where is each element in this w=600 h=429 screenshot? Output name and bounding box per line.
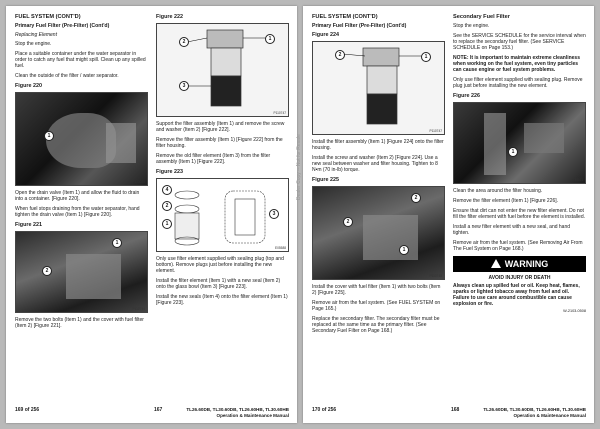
figure-caption: Figure 226: [453, 93, 480, 99]
left-column-2: [156, 14, 289, 310]
paragraph: Install the screw and washer (Item 2) [Figure 224]. Use a new seal between washer and filter housing. Tighten to 8 N•m (70 in-lb) torque.: [312, 155, 438, 173]
warning-title: WARNING: [504, 259, 549, 269]
paragraph: Ensure that dirt can not enter the new filter element. Do not fill the filter element with fuel before the element is installed.: [453, 208, 586, 220]
figure-224-drawing: [312, 41, 445, 135]
callout-1: 1: [399, 245, 409, 255]
page-counter: 170 of 256: [312, 407, 337, 413]
paragraph: Support the filter assembly (Item 1) and remove the screw and washer (Item 2) [Figure 222].: [156, 121, 285, 133]
figure-caption: Figure 222: [156, 14, 183, 20]
callout-2: 2: [335, 50, 345, 60]
watermark: Dealer Copy -- Not for Resale: [296, 134, 302, 200]
italic-heading: Replacing Element: [15, 32, 57, 38]
callout-3: 3: [269, 209, 279, 219]
paragraph: Install the new seals (Item 4) onto the filter element (Item 1) [Figure 223].: [156, 294, 288, 306]
paragraph: Remove the old filter element (Item 3) from the filter assembly (Item 1) [Figure 222].: [156, 153, 271, 165]
figure-id: P110747: [429, 129, 442, 133]
figure-221-photo: [15, 231, 148, 313]
subheading: Primary Fuel Filter (Pre-Filter) (Cont'd): [312, 23, 407, 29]
paragraph: Remove the filter assembly (Item 1) [Figure 222] from the filter housing.: [156, 137, 283, 149]
figure-222-drawing: [156, 23, 289, 117]
manual-models: TL26.60DB, TL30.60DB, TL26.60HB, TL30.60HB: [483, 407, 586, 412]
warning-body: Always clean up spilled fuel or oil. Keep heat, flames, sparks or lighted tobacco away from fuel and oil. Failure to use care around combustible can cause explosion or fire.: [453, 283, 580, 307]
figure-id: E05588: [275, 246, 286, 250]
right-column-2: [453, 14, 586, 313]
paragraph: Remove the filter element (Item 1) [Figure 226].: [453, 198, 559, 204]
paragraph: See the SERVICE SCHEDULE for the service interval when to replace the secondary fuel filter. (See SERVICE SCHEDULE on Page 153.): [453, 33, 586, 51]
paragraph: Remove air from the fuel system. (See FUEL SYSTEM on Page 165.): [312, 300, 441, 312]
figure-id: P110747: [273, 111, 286, 115]
manual-title: [186, 407, 289, 419]
paragraph: Remove the two bolts (Item 1) and the cover with fuel filter (Item 2) [Figure 221].: [15, 317, 144, 329]
page-number: 168: [451, 407, 460, 413]
paragraph: Place a suitable container under the water separator in order to catch any fuel that might spill. Clean up any spilled fuel.: [15, 51, 146, 69]
paragraph: Remove air from the fuel system. (See Removing Air From The Fuel System on Page 168.): [453, 240, 583, 252]
right-page: [303, 6, 594, 423]
figure-caption: Figure 225: [312, 177, 339, 183]
callout-2: 2: [179, 37, 189, 47]
figure-226-photo: [453, 102, 586, 184]
warning-triangle-icon: [491, 259, 501, 268]
paragraph: Install the filter assembly (Item 1) [Figure 224] onto the filter housing.: [312, 139, 444, 151]
callout-3: 3: [179, 81, 189, 91]
section-heading: FUEL SYSTEM (CONT'D): [15, 14, 81, 20]
paragraph: Stop the engine.: [453, 23, 490, 29]
callout-2: 2: [42, 266, 52, 276]
paragraph: Clean the area around the filter housing.: [453, 188, 543, 194]
callout-1: 1: [508, 147, 518, 157]
figure-caption: Figure 224: [312, 32, 339, 38]
figure-caption: Figure 220: [15, 83, 42, 89]
figure-id: P110745: [429, 274, 442, 278]
manual-name: Operation & Maintenance Manual: [216, 413, 289, 418]
paragraph: Replace the secondary filter. The secondary filter must be replaced at the same time as the primary filter. (See Secondary Fuel Filter on Page 168.): [312, 316, 440, 334]
callout-1: 1: [162, 219, 172, 229]
callout-1: 1: [44, 131, 54, 141]
note: NOTE: It is important to maintain extreme cleanliness when working on the fuel system, even tiny particles can cause engine or fuel system problems.: [453, 55, 580, 73]
callout-2: 2: [411, 193, 421, 203]
left-column-1: [15, 14, 148, 333]
paragraph: Clean the outside of the filter / water separator.: [15, 73, 119, 79]
warning-code: W-2103-0508: [563, 309, 586, 313]
figure-225-photo: [312, 186, 445, 280]
paragraph: Only use filter element supplied with sealing plug (top and bottom). Remove plugs just before installing the new element.: [156, 256, 284, 274]
warning-banner: [453, 256, 586, 272]
paragraph: Install the cover with fuel filter (Item 1) with two bolts (Item 2) [Figure 225].: [312, 284, 441, 296]
figure-caption: Figure 223: [156, 169, 183, 175]
section-heading: FUEL SYSTEM (CONT'D): [312, 14, 378, 20]
callout-1: 1: [112, 238, 122, 248]
paragraph: Only use filter element supplied with sealing plug. Remove plug just before installing the new element.: [453, 77, 583, 89]
page-counter: 169 of 256: [15, 407, 40, 413]
section-heading: Secondary Fuel Filter: [453, 14, 510, 20]
callout-2: 2: [343, 217, 353, 227]
callout-4: 4: [162, 185, 172, 195]
page-number: 167: [154, 407, 163, 413]
left-page: [6, 6, 297, 423]
figure-id: P133025: [132, 180, 145, 184]
callout-1: 1: [421, 52, 431, 62]
figure-223-drawing: [156, 178, 289, 252]
paragraph: When fuel stops draining from the water separator, hand tighten the drain valve (Item 1) [Figure 220].: [15, 206, 140, 218]
subheading: Primary Fuel Filter (Pre-Filter) (Cont'd): [15, 23, 110, 29]
callout-1: 1: [265, 34, 275, 44]
paragraph: Install the filter element (Item 1) with a new seal (Item 2) onto the glass bowl (Item 3) [Figure 223].: [156, 278, 281, 290]
right-column-1: [312, 14, 445, 338]
paragraph: Stop the engine.: [15, 41, 52, 47]
figure-caption: Figure 221: [15, 222, 42, 228]
figure-220-photo: [15, 92, 148, 186]
manual-models: TL26.60DB, TL30.60DB, TL26.60HB, TL30.60HB: [186, 407, 289, 412]
manual-title: [483, 407, 586, 419]
figure-id: P110744: [132, 307, 145, 311]
paragraph: Open the drain valve (Item 1) and allow the fluid to drain into a container. [Figure 220].: [15, 190, 140, 202]
callout-2: 2: [162, 201, 172, 211]
figure-id: S38811: [572, 178, 583, 182]
manual-name: Operation & Maintenance Manual: [513, 413, 586, 418]
warning-subtitle: AVOID INJURY OR DEATH: [488, 275, 551, 281]
paragraph: Install a new filter element with a new seal, and hand tighten.: [453, 224, 571, 236]
